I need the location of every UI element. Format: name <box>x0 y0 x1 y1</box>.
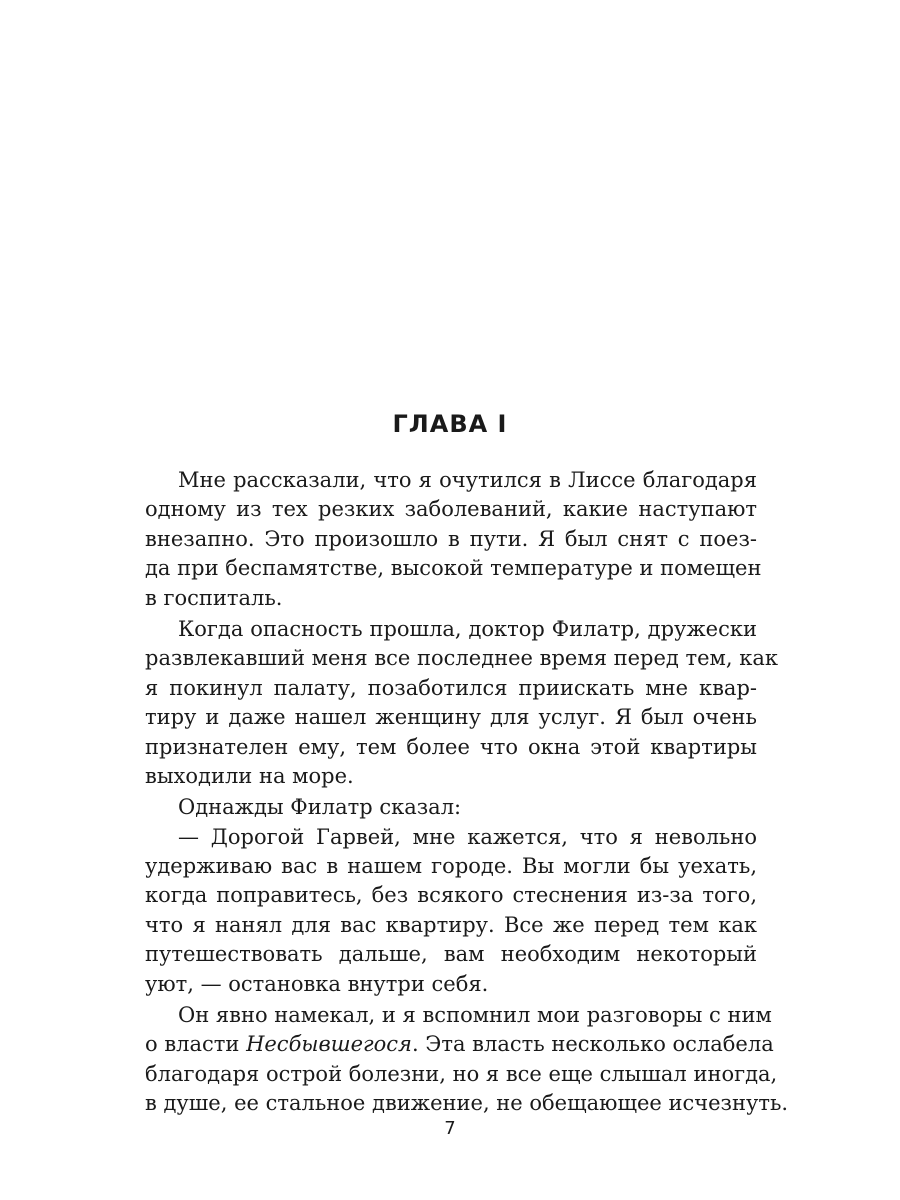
text-line: выходили на море. <box>145 763 354 788</box>
paragraph-4 <box>145 823 757 999</box>
text-line: удерживаю вас в нашем городе. Вы могли бы уехать, <box>145 854 757 879</box>
text-line: в душе, ее стальное движение, не обещающее исчезнуть. <box>145 1091 789 1116</box>
text-line: да при беспамятстве, высокой температуре и помещен <box>145 556 762 581</box>
text-line: тиру и даже нашел женщину для услуг. Я был очень <box>145 705 757 730</box>
chapter-body <box>145 466 789 1119</box>
text-line: благодаря острой болезни, но я все еще слышал иногда, <box>145 1061 778 1086</box>
text-line: в госпиталь. <box>145 585 283 610</box>
text-line: Однажды Филатр сказал: <box>178 795 462 820</box>
text-fragment: о власти <box>145 1032 247 1057</box>
page-number: 7 <box>444 1118 456 1139</box>
text-line: уют, — остановка внутри себя. <box>145 971 489 996</box>
paragraph-5 <box>145 1001 789 1119</box>
text-line: Когда опасность прошла, доктор Филатр, дружески <box>178 616 757 641</box>
text-line: когда поправитесь, без всякого стеснения из-за того, <box>145 883 757 908</box>
text-line: Мне рассказали, что я очутился в Лиссе благодаря <box>178 468 757 492</box>
text-line: Он явно намекал, и я вспомнил мои разговоры с ним <box>178 1003 772 1028</box>
text-line: я покинул палату, позаботился приискать мне квар- <box>145 675 757 700</box>
text-fragment: . Эта власть несколько ослабела <box>411 1032 774 1057</box>
italic-term: Несбывшегося <box>246 1032 412 1057</box>
text-line: что я нанял для вас квартиру. Все же перед тем как <box>145 912 757 937</box>
text-line: развлекавший меня все последнее время перед тем, как <box>145 646 779 671</box>
paragraph-2 <box>145 615 779 791</box>
chapter-title: ГЛАВА I <box>392 410 508 438</box>
text-line-with-italic <box>145 1030 774 1059</box>
text-line: признателен ему, тем более что окна этой квартиры <box>145 734 757 759</box>
paragraph-3 <box>145 793 757 822</box>
text-line: одному из тех резких заболеваний, какие наступают <box>145 497 757 522</box>
text-line: внезапно. Это произошло в пути. Я был снят с поез- <box>145 526 757 551</box>
text-line: — Дорогой Гарвей, мне кажется, что я невольно <box>178 824 757 849</box>
paragraph-1 <box>145 466 762 613</box>
text-line: путешествовать дальше, вам необходим некоторый <box>145 942 757 967</box>
